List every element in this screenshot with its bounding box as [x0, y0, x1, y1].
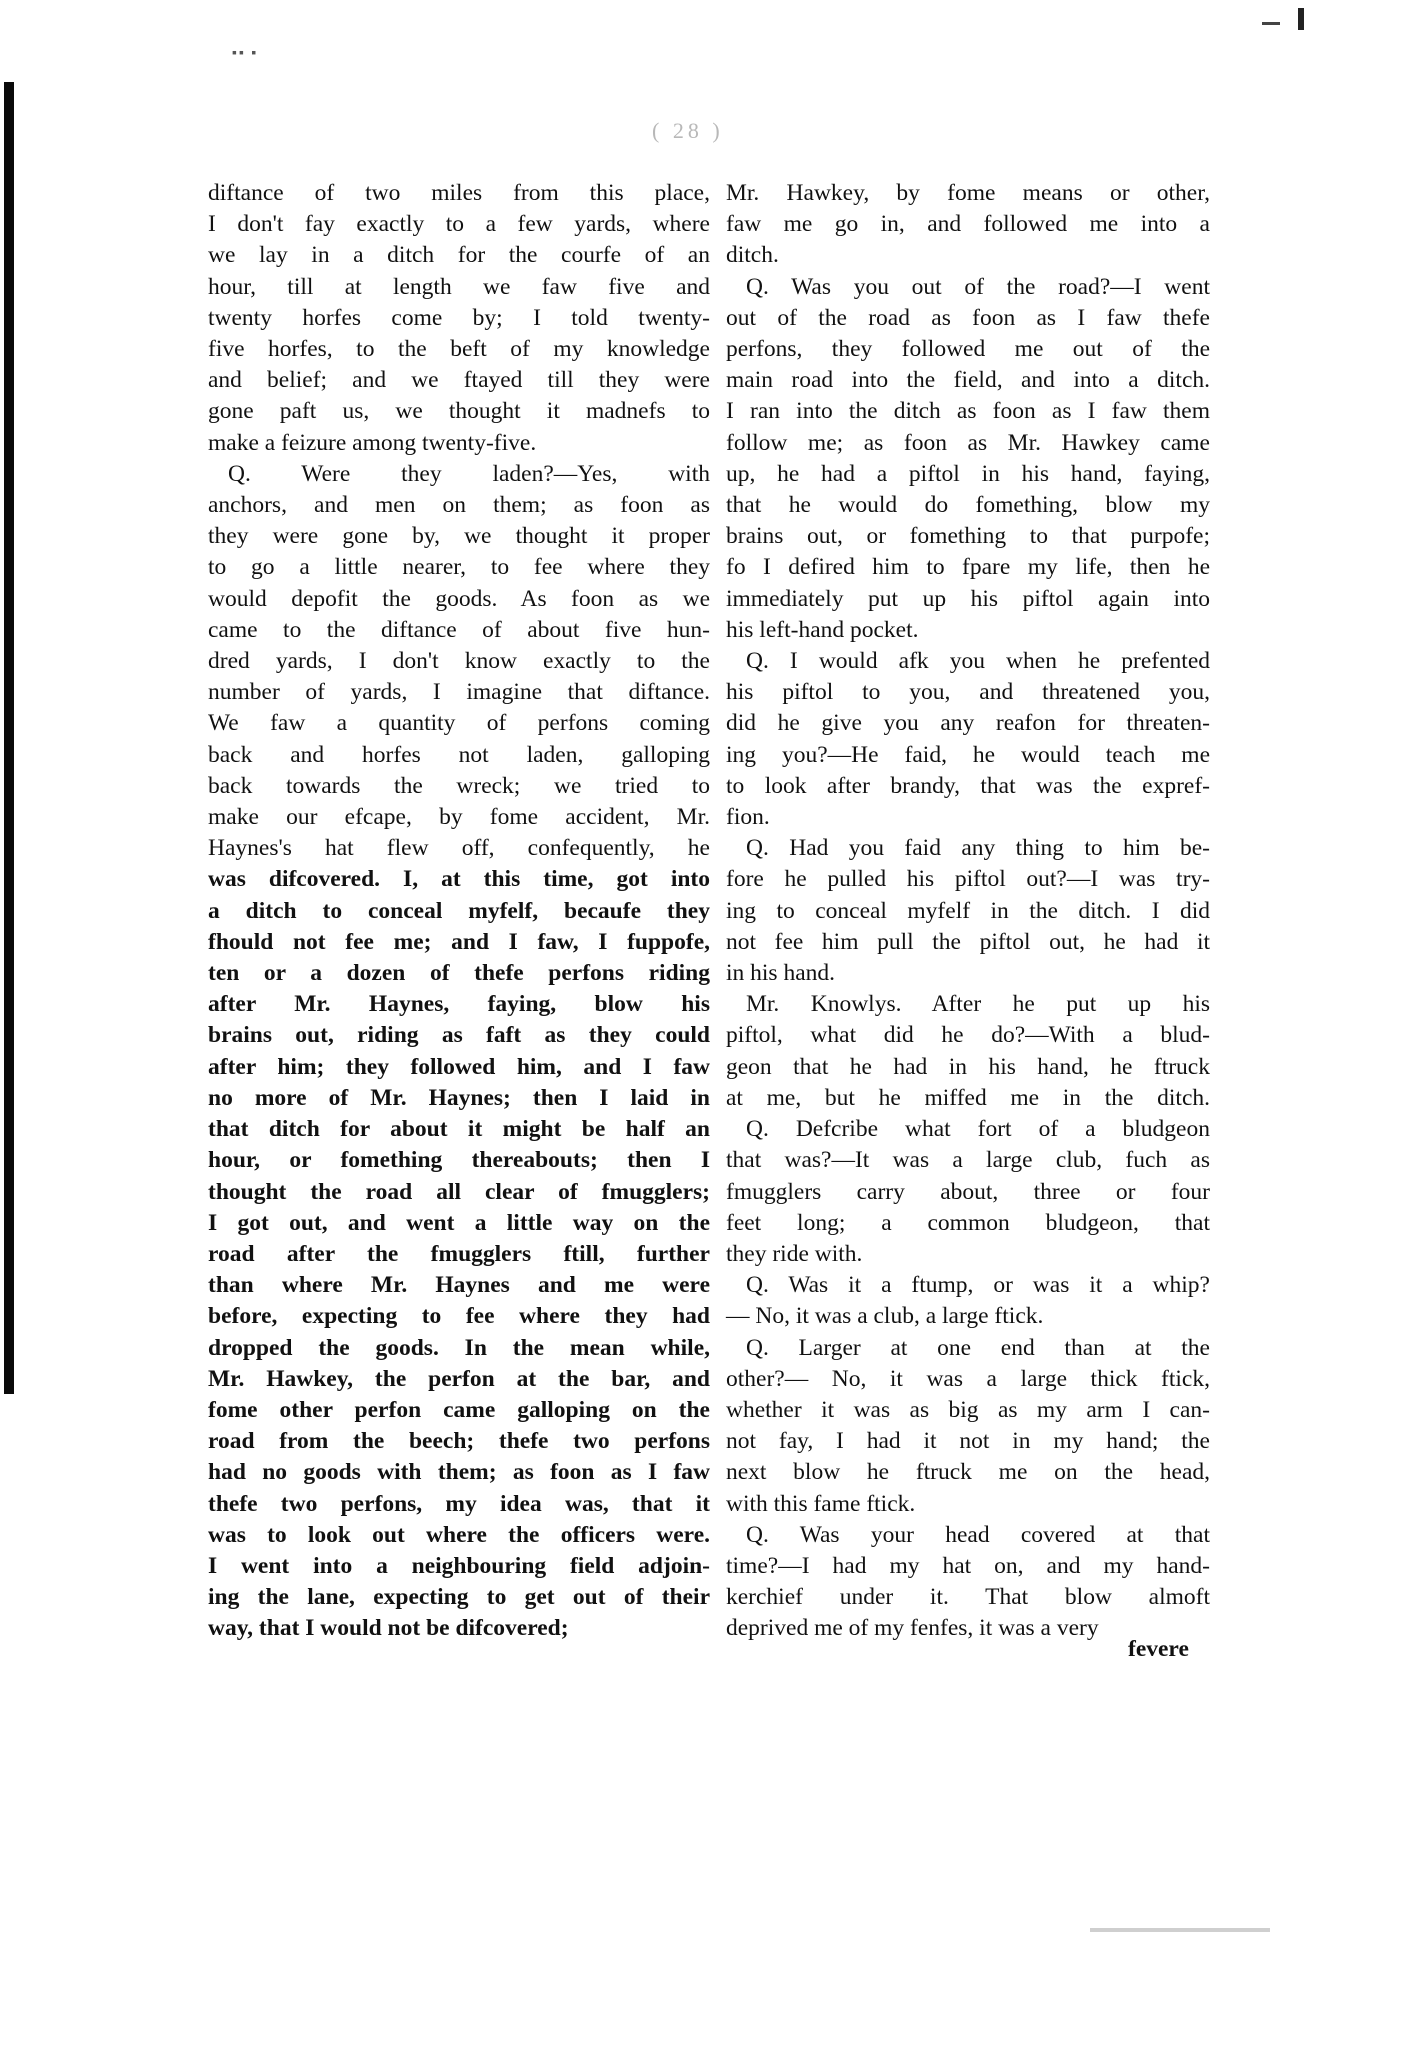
margin-ink-mark [1262, 22, 1280, 25]
text-line: Q. Were they laden?—Yes, with [228, 460, 710, 487]
text-line: Q. Was you out of the road?—I went [746, 273, 1210, 300]
text-line: road from the beech; thefe two perfons [208, 1428, 710, 1455]
text-line: after Mr. Haynes, faying, blow his [208, 991, 710, 1018]
text-line: hour, till at length we faw five and [208, 273, 710, 300]
text-line: thefe two perfons, my idea was, that it [208, 1490, 710, 1517]
text-line: ten or a dozen of thefe perfons riding [208, 960, 710, 987]
text-line: was difcovered. I, at this time, got into [208, 866, 710, 893]
text-line: they were gone by, we thought it proper [208, 523, 710, 550]
text-line: fore he pulled his piftol out?—I was try- [726, 866, 1210, 893]
text-line: I went into a neighbouring field adjoin- [208, 1552, 710, 1579]
text-line: feet long; a common bludgeon, that [726, 1209, 1210, 1236]
text-line: to look after brandy, that was the expref- [726, 772, 1210, 799]
text-line: ditch. [726, 242, 779, 269]
text-line: other?— No, it was a large thick ftick, [726, 1365, 1210, 1392]
text-line: immediately put up his piftol again into [726, 585, 1210, 612]
text-line: number of yards, I imagine that diftance. [208, 679, 710, 706]
left-text-column [208, 178, 710, 1645]
text-line: anchors, and men on them; as foon as [208, 492, 710, 519]
text-line: ing you?—He faid, he would teach me [726, 741, 1210, 768]
text-line: Q. Defcribe what fort of a bludgeon [746, 1116, 1210, 1143]
text-line: — No, it was a club, a large ftick. [726, 1303, 1044, 1330]
text-line: Mr. Hawkey, the perfon at the bar, and [208, 1365, 710, 1392]
text-line: than where Mr. Haynes and me were [208, 1272, 710, 1299]
text-line: next blow he ftruck me on the head, [726, 1459, 1210, 1486]
text-line: thought the road all clear of fmugglers; [208, 1178, 710, 1205]
text-line: not fee him pull the piftol out, he had it [726, 928, 1210, 955]
text-line: gone paft us, we thought it madnefs to [208, 398, 710, 425]
text-line: time?—I had my hat on, and my hand- [726, 1552, 1210, 1579]
text-line: kerchief under it. That blow almoft [726, 1584, 1210, 1611]
page-number: ( 28 ) [652, 118, 724, 143]
text-line: five horfes, to the beft of my knowledge [208, 336, 710, 363]
text-line: before, expecting to fee where they had [208, 1303, 710, 1330]
text-line: a ditch to conceal myfelf, becaufe they [208, 897, 710, 924]
text-line: no more of Mr. Haynes; then I laid in [208, 1084, 710, 1111]
text-line: fo I defired him to fpare my life, then he [726, 554, 1210, 581]
text-line: was to look out where the officers were. [208, 1521, 710, 1548]
text-line: fion. [726, 804, 770, 831]
text-line: Mr. Hawkey, by fome means or other, [726, 180, 1210, 206]
text-line: to go a little nearer, to fee where they [208, 554, 710, 581]
text-line: ing the lane, expecting to get out of their [208, 1584, 710, 1611]
text-line: they ride with. [726, 1240, 863, 1267]
text-line: way, that I would not be difcovered; [208, 1615, 569, 1642]
text-line: Q. Larger at one end than at the [746, 1334, 1210, 1361]
text-line: with this fame ftick. [726, 1490, 916, 1517]
text-line: dred yards, I don't know exactly to the [208, 648, 710, 675]
text-line: Q. I would afk you when he prefented [746, 648, 1210, 675]
text-line: main road into the field, and into a ditch. [726, 367, 1210, 394]
text-line: fmugglers carry about, three or four [726, 1178, 1210, 1205]
text-line: at me, but he miffed me in the ditch. [726, 1084, 1210, 1111]
text-line: whether it was as big as my arm I can- [726, 1396, 1210, 1423]
text-line: his piftol to you, and threatened you, [726, 679, 1210, 706]
text-line: piftol, what did he do?—With a blud- [726, 1022, 1210, 1049]
text-line: perfons, they followed me out of the [726, 336, 1210, 363]
text-line: faw me go in, and followed me into a [726, 211, 1210, 238]
text-line: diftance of two miles from this place, [208, 180, 710, 206]
text-line: up, he had a piftol in his hand, faying, [726, 460, 1210, 487]
text-line: deprived me of my fenfes, it was a very [726, 1615, 1099, 1642]
text-line: Haynes's hat flew off, confequently, he [208, 835, 710, 862]
text-line: back towards the wreck; we tried to [208, 772, 710, 799]
text-line: geon that he had in his hand, he ftruck [726, 1053, 1210, 1080]
text-line: We faw a quantity of perfons coming [208, 710, 710, 737]
text-line: fhould not fee me; and I faw, I fuppofe, [208, 928, 710, 955]
text-line: dropped the goods. In the mean while, [208, 1334, 710, 1361]
margin-ink-mark [1298, 8, 1304, 30]
text-line: that was?—It was a large club, fuch as [726, 1147, 1210, 1174]
text-line: would depofit the goods. As foon as we [208, 585, 710, 612]
text-line: road after the fmugglers ftill, further [208, 1240, 710, 1267]
text-line: hour, or fomething thereabouts; then I [208, 1147, 710, 1174]
text-line: in his hand. [726, 960, 836, 987]
text-line: not fay, I had it not in my hand; the [726, 1428, 1210, 1455]
text-line: ing to conceal myfelf in the ditch. I did [726, 897, 1210, 924]
text-line: Q. Was your head covered at that [746, 1521, 1210, 1548]
text-line: and belief; and we ftayed till they were [208, 367, 710, 394]
text-line: we lay in a ditch for the courfe of an [208, 242, 710, 269]
text-line: had no goods with them; as foon as I faw [208, 1459, 710, 1486]
text-line: that ditch for about it might be half an [208, 1116, 710, 1143]
text-line: came to the diftance of about five hun- [208, 616, 710, 643]
text-line: his left-hand pocket. [726, 616, 919, 643]
text-line: I don't fay exactly to a few yards, where [208, 211, 710, 238]
corner-ink-mark: ▪▪ ▪ [232, 46, 259, 61]
catchword: fevere [1128, 1636, 1189, 1662]
text-line: make our efcape, by fome accident, Mr. [208, 804, 710, 831]
text-line: Q. Was it a ftump, or was it a whip? [746, 1272, 1210, 1299]
binding-shadow [4, 82, 14, 1394]
text-line: make a feizure among twenty-five. [208, 429, 537, 456]
text-line: fome other perfon came galloping on the [208, 1396, 710, 1423]
text-line: that he would do fomething, blow my [726, 492, 1210, 519]
text-line: out of the road as foon as I faw thefe [726, 304, 1210, 331]
text-line: twenty horfes come by; I told twenty- [208, 304, 710, 331]
text-line: brains out, riding as faft as they could [208, 1022, 710, 1049]
text-line: I ran into the ditch as foon as I faw them [726, 398, 1210, 425]
text-line: back and horfes not laden, galloping [208, 741, 710, 768]
text-line: did he give you any reafon for threaten- [726, 710, 1210, 737]
text-line: brains out, or fomething to that purpofe; [726, 523, 1210, 550]
text-line: after him; they followed him, and I faw [208, 1053, 710, 1080]
text-line: follow me; as foon as Mr. Hawkey came [726, 429, 1210, 456]
text-line: Q. Had you faid any thing to him be- [746, 835, 1210, 862]
right-text-column [726, 178, 1210, 1645]
text-line: I got out, and went a little way on the [208, 1209, 710, 1236]
text-line: Mr. Knowlys. After he put up his [746, 991, 1210, 1018]
bottom-smudge [1090, 1928, 1270, 1932]
